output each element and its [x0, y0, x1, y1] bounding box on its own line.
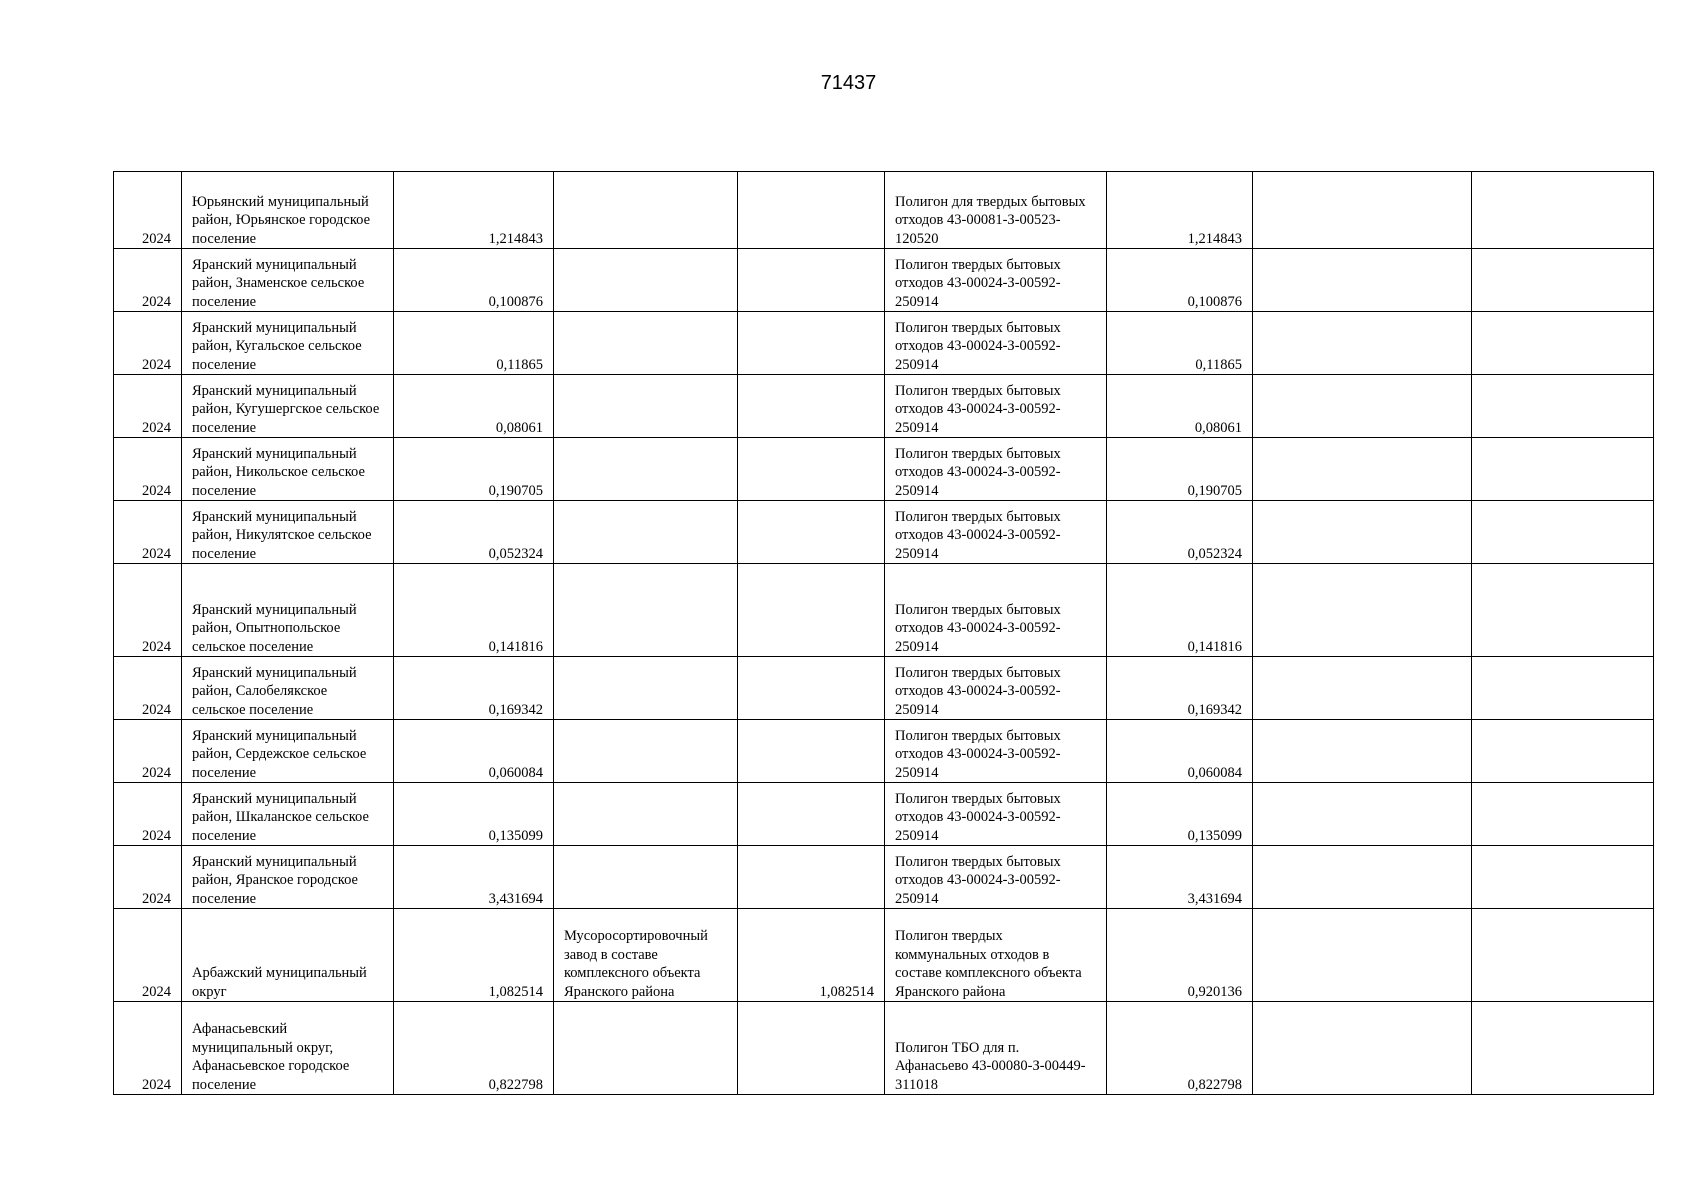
row-sorting-volume-cell — [738, 783, 885, 846]
row-empty-cell — [1253, 1002, 1472, 1095]
table-row — [114, 783, 1654, 846]
row-disposal-volume-cell: 0,052324 — [1107, 501, 1253, 564]
row-year-cell: 2024 — [114, 501, 182, 564]
row-municipality-cell: Яранский муниципальный район, Опытнопольское сельское поселение — [182, 564, 394, 657]
table-row — [114, 375, 1654, 438]
row-empty-cell — [1253, 657, 1472, 720]
row-sorting-volume-cell: 1,082514 — [738, 909, 885, 1002]
row-volume-cell: 0,11865 — [394, 312, 554, 375]
table-row — [114, 1002, 1654, 1095]
row-sorting-facility-cell — [554, 846, 738, 909]
row-year-cell: 2024 — [114, 846, 182, 909]
table-row — [114, 657, 1654, 720]
row-sorting-volume-cell — [738, 1002, 885, 1095]
row-volume-cell: 0,141816 — [394, 564, 554, 657]
row-sorting-facility-cell — [554, 783, 738, 846]
row-empty-cell — [1472, 720, 1654, 783]
row-volume-cell: 0,169342 — [394, 657, 554, 720]
row-year-cell: 2024 — [114, 909, 182, 1002]
table-row — [114, 564, 1654, 657]
row-disposal-facility-cell: Полигон твердых бытовых отходов 43-00024-З-00592-250914 — [885, 564, 1107, 657]
row-empty-cell — [1472, 846, 1654, 909]
row-municipality-cell: Яранский муниципальный район, Шкаланское сельское поселение — [182, 783, 394, 846]
row-sorting-volume-cell — [738, 846, 885, 909]
row-volume-cell: 0,100876 — [394, 249, 554, 312]
row-municipality-cell: Юрьянский муниципальный район, Юрьянское городское поселение — [182, 172, 394, 249]
row-empty-cell — [1472, 501, 1654, 564]
row-sorting-facility-cell — [554, 249, 738, 312]
table-row — [114, 846, 1654, 909]
row-volume-cell: 0,08061 — [394, 375, 554, 438]
row-empty-cell — [1472, 172, 1654, 249]
row-sorting-volume-cell — [738, 438, 885, 501]
page-number: 71437 — [820, 72, 877, 94]
table-body — [114, 172, 1654, 1095]
table-row — [114, 438, 1654, 501]
row-empty-cell — [1253, 249, 1472, 312]
row-disposal-volume-cell: 0,135099 — [1107, 783, 1253, 846]
row-sorting-facility-cell — [554, 564, 738, 657]
row-volume-cell: 1,082514 — [394, 909, 554, 1002]
row-sorting-facility-cell — [554, 1002, 738, 1095]
table-row — [114, 909, 1654, 1002]
row-year-cell: 2024 — [114, 1002, 182, 1095]
row-disposal-facility-cell: Полигон твердых бытовых отходов 43-00024-З-00592-250914 — [885, 501, 1107, 564]
row-disposal-facility-cell: Полигон твердых бытовых отходов 43-00024-З-00592-250914 — [885, 312, 1107, 375]
row-disposal-volume-cell: 3,431694 — [1107, 846, 1253, 909]
row-disposal-facility-cell: Полигон твердых бытовых отходов 43-00024-З-00592-250914 — [885, 783, 1107, 846]
row-municipality-cell: Яранский муниципальный район, Салобелякское сельское поселение — [182, 657, 394, 720]
row-empty-cell — [1472, 564, 1654, 657]
row-sorting-volume-cell — [738, 172, 885, 249]
row-year-cell: 2024 — [114, 783, 182, 846]
row-sorting-facility-cell — [554, 375, 738, 438]
row-sorting-facility-cell — [554, 312, 738, 375]
row-volume-cell: 0,190705 — [394, 438, 554, 501]
row-disposal-facility-cell: Полигон твердых бытовых отходов 43-00024-З-00592-250914 — [885, 249, 1107, 312]
row-sorting-volume-cell — [738, 249, 885, 312]
table-row — [114, 172, 1654, 249]
row-disposal-volume-cell: 1,214843 — [1107, 172, 1253, 249]
row-sorting-volume-cell — [738, 501, 885, 564]
row-empty-cell — [1253, 312, 1472, 375]
table-row — [114, 501, 1654, 564]
row-empty-cell — [1253, 438, 1472, 501]
row-disposal-facility-cell: Полигон твердых бытовых отходов 43-00024-З-00592-250914 — [885, 438, 1107, 501]
row-sorting-facility-cell — [554, 501, 738, 564]
row-empty-cell — [1253, 846, 1472, 909]
row-empty-cell — [1472, 375, 1654, 438]
row-disposal-facility-cell: Полигон твердых коммунальных отходов в составе комплексного объекта Яранского района — [885, 909, 1107, 1002]
row-volume-cell: 0,135099 — [394, 783, 554, 846]
table-row — [114, 720, 1654, 783]
row-empty-cell — [1253, 564, 1472, 657]
row-disposal-volume-cell: 0,060084 — [1107, 720, 1253, 783]
row-disposal-volume-cell: 0,100876 — [1107, 249, 1253, 312]
row-disposal-facility-cell: Полигон ТБО для п. Афанасьево 43-00080-З-00449-311018 — [885, 1002, 1107, 1095]
row-disposal-volume-cell: 0,822798 — [1107, 1002, 1253, 1095]
row-disposal-volume-cell: 0,141816 — [1107, 564, 1253, 657]
row-municipality-cell: Яранский муниципальный район, Знаменское сельское поселение — [182, 249, 394, 312]
row-disposal-facility-cell: Полигон твердых бытовых отходов 43-00024-З-00592-250914 — [885, 846, 1107, 909]
row-year-cell: 2024 — [114, 438, 182, 501]
row-empty-cell — [1472, 438, 1654, 501]
row-disposal-volume-cell: 0,08061 — [1107, 375, 1253, 438]
row-empty-cell — [1253, 909, 1472, 1002]
row-municipality-cell: Афанасьевский муниципальный округ, Афанасьевское городское поселение — [182, 1002, 394, 1095]
row-sorting-volume-cell — [738, 657, 885, 720]
row-municipality-cell: Яранский муниципальный район, Сердежское сельское поселение — [182, 720, 394, 783]
row-empty-cell — [1253, 501, 1472, 564]
row-empty-cell — [1472, 909, 1654, 1002]
row-sorting-facility-cell — [554, 438, 738, 501]
row-volume-cell: 0,060084 — [394, 720, 554, 783]
row-municipality-cell: Яранский муниципальный район, Никулятское сельское поселение — [182, 501, 394, 564]
row-disposal-facility-cell: Полигон твердых бытовых отходов 43-00024-З-00592-250914 — [885, 375, 1107, 438]
row-sorting-facility-cell: Мусоросортировочный завод в составе комплексного объекта Яранского района — [554, 909, 738, 1002]
row-sorting-facility-cell — [554, 657, 738, 720]
table-row — [114, 249, 1654, 312]
row-empty-cell — [1253, 172, 1472, 249]
row-volume-cell: 3,431694 — [394, 846, 554, 909]
row-disposal-volume-cell: 0,920136 — [1107, 909, 1253, 1002]
row-municipality-cell: Яранский муниципальный район, Яранское городское поселение — [182, 846, 394, 909]
row-municipality-cell: Арбажский муниципальный округ — [182, 909, 394, 1002]
row-empty-cell — [1253, 783, 1472, 846]
row-volume-cell: 1,214843 — [394, 172, 554, 249]
row-year-cell: 2024 — [114, 657, 182, 720]
row-disposal-volume-cell: 0,169342 — [1107, 657, 1253, 720]
row-sorting-volume-cell — [738, 564, 885, 657]
row-disposal-facility-cell: Полигон для твердых бытовых отходов 43-00081-З-00523-120520 — [885, 172, 1107, 249]
row-year-cell: 2024 — [114, 172, 182, 249]
row-municipality-cell: Яранский муниципальный район, Кугальское сельское поселение — [182, 312, 394, 375]
row-empty-cell — [1472, 312, 1654, 375]
row-empty-cell — [1472, 249, 1654, 312]
row-sorting-facility-cell — [554, 720, 738, 783]
row-municipality-cell: Яранский муниципальный район, Никольское сельское поселение — [182, 438, 394, 501]
row-sorting-volume-cell — [738, 375, 885, 438]
row-year-cell: 2024 — [114, 720, 182, 783]
row-year-cell: 2024 — [114, 249, 182, 312]
row-empty-cell — [1472, 1002, 1654, 1095]
row-disposal-facility-cell: Полигон твердых бытовых отходов 43-00024-З-00592-250914 — [885, 720, 1107, 783]
row-year-cell: 2024 — [114, 564, 182, 657]
row-disposal-facility-cell: Полигон твердых бытовых отходов 43-00024-З-00592-250914 — [885, 657, 1107, 720]
row-disposal-volume-cell: 0,190705 — [1107, 438, 1253, 501]
row-empty-cell — [1472, 783, 1654, 846]
row-empty-cell — [1253, 375, 1472, 438]
row-disposal-volume-cell: 0,11865 — [1107, 312, 1253, 375]
waste-flow-table — [113, 171, 1654, 1095]
row-year-cell: 2024 — [114, 375, 182, 438]
row-empty-cell — [1472, 657, 1654, 720]
row-volume-cell: 0,052324 — [394, 501, 554, 564]
table-row — [114, 312, 1654, 375]
row-sorting-volume-cell — [738, 720, 885, 783]
row-municipality-cell: Яранский муниципальный район, Кугушергское сельское поселение — [182, 375, 394, 438]
row-empty-cell — [1253, 720, 1472, 783]
row-year-cell: 2024 — [114, 312, 182, 375]
row-volume-cell: 0,822798 — [394, 1002, 554, 1095]
row-sorting-volume-cell — [738, 312, 885, 375]
row-sorting-facility-cell — [554, 172, 738, 249]
